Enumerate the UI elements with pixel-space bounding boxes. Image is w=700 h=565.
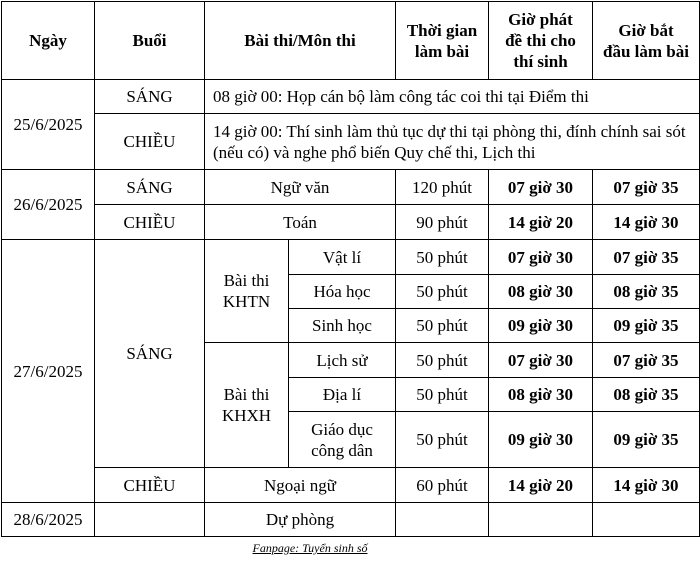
group-khxh [205,343,289,468]
session-cell: CHIỀU [95,114,205,170]
gio-phat-cell: 09 giờ 30 [489,309,593,343]
gio-phat-cell: 08 giờ 30 [489,378,593,412]
session-cell: CHIỀU [95,205,205,240]
date-cell: 27/6/2025 [2,240,95,503]
table-row [2,80,700,114]
gio-phat-cell: 07 giờ 30 [489,343,593,378]
subject-cell: Sinh học [289,309,396,343]
header-gio-phat-line: Giờ phát [508,10,573,29]
date-cell: 28/6/2025 [2,503,95,537]
gio-bat-dau-cell: 07 giờ 35 [593,343,700,378]
table-row [2,503,700,537]
header-gio-phat-line: đề thi cho [505,31,576,50]
duration-cell: 50 phút [396,240,489,275]
gio-bat-dau-cell: 07 giờ 35 [593,170,700,205]
duration-cell: 120 phút [396,170,489,205]
group-khxh-line: KHXH [221,406,272,425]
session-cell: SÁNG [95,170,205,205]
duration-cell: 90 phút [396,205,489,240]
group-khtn [205,240,289,343]
table-row [2,468,700,503]
duration-cell: 50 phút [396,275,489,309]
header-thoi-gian-line: Thời gian [406,20,478,40]
gio-bat-dau-cell: 09 giờ 35 [593,412,700,468]
subject-cell [289,412,396,468]
subject-cell: Lịch sử [289,343,396,378]
table-row [2,205,700,240]
header-gio-bat-dau-line: đầu làm bài [603,41,689,61]
exam-schedule-table [1,1,700,537]
gio-phat-cell: 08 giờ 30 [489,275,593,309]
gio-bat-dau-cell: 07 giờ 35 [593,240,700,275]
session-cell: SÁNG [95,240,205,468]
header-row [2,2,700,80]
subject-cell: Hóa học [289,275,396,309]
gio-bat-dau-cell: 14 giờ 30 [593,468,700,503]
subject-cell: Địa lí [289,378,396,412]
header-thoi-gian-line: làm bài [414,41,470,61]
subject-cell: Ngữ văn [205,170,396,205]
gio-bat-dau-cell: 09 giờ 35 [593,309,700,343]
duration-cell: 60 phút [396,468,489,503]
session-cell: SÁNG [95,80,205,114]
group-khxh-line: Bài thi [223,385,270,404]
session-cell [95,503,205,537]
duration-cell: 50 phút [396,378,489,412]
gio-phat-cell: 14 giờ 20 [489,468,593,503]
header-buoi: Buổi [95,2,205,80]
date-cell: 26/6/2025 [2,170,95,240]
duration-cell: 50 phút [396,343,489,378]
gio-phat-cell [489,503,593,537]
date-cell: 25/6/2025 [2,80,95,170]
subject-cell: Ngoại ngữ [205,468,396,503]
subject-cell: Toán [205,205,396,240]
gio-phat-cell: 07 giờ 30 [489,170,593,205]
gio-bat-dau-cell: 08 giờ 35 [593,275,700,309]
subject-cell: Dự phòng [205,503,396,537]
gio-bat-dau-cell [593,503,700,537]
event-text: 08 giờ 00: Họp cán bộ làm công tác coi thi tại Điểm thi [205,80,700,114]
subject-line: Giáo dục [311,419,373,439]
gio-phat-cell: 09 giờ 30 [489,412,593,468]
table-row [2,240,700,275]
table-row [2,170,700,205]
gio-bat-dau-cell: 14 giờ 30 [593,205,700,240]
gio-bat-dau-cell: 08 giờ 35 [593,378,700,412]
session-cell: CHIỀU [95,468,205,503]
header-gio-bat-dau-line: Giờ bắt [618,20,674,40]
gio-phat-cell: 07 giờ 30 [489,240,593,275]
header-ngay: Ngày [2,2,95,80]
group-khtn-line: KHTN [222,292,271,311]
duration-cell [396,503,489,537]
duration-cell: 50 phút [396,412,489,468]
group-khtn-line: Bài thi [223,271,270,290]
table-row [2,114,700,170]
duration-cell: 50 phút [396,309,489,343]
header-gio-phat [489,2,593,80]
header-gio-bat-dau [593,2,700,80]
header-thoi-gian [396,2,489,80]
subject-cell: Vật lí [289,240,396,275]
event-text: 14 giờ 00: Thí sinh làm thủ tục dự thi tại phòng thi, đính chính sai sót (nếu có) và nghe phổ biến Quy chế thi, Lịch thi [205,114,700,170]
header-gio-phat-line: thí sinh [513,52,568,71]
subject-line: công dân [311,440,373,460]
header-bai-thi: Bài thi/Môn thi [205,2,396,80]
fanpage-credit: Fanpage: Tuyển sinh số [252,541,368,555]
gio-phat-cell: 14 giờ 20 [489,205,593,240]
